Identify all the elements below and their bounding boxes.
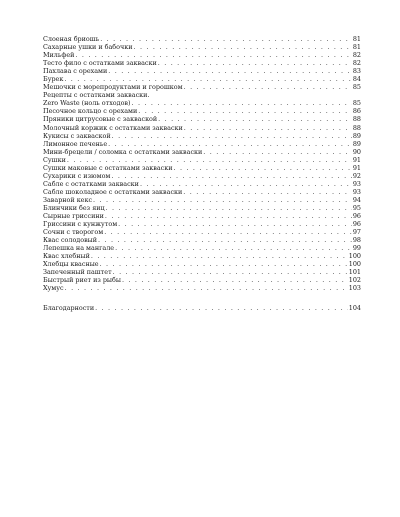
toc-entry-title: Заварной кекс <box>43 195 93 204</box>
toc-entry <box>43 67 361 75</box>
dot-leader <box>184 83 352 91</box>
toc-entry-title: Песочное кольцо с орехами <box>43 107 138 116</box>
toc-entry-page-number: 91 <box>352 155 361 164</box>
toc-entry-page-number: 81 <box>352 43 361 52</box>
dot-leader <box>122 276 348 284</box>
toc-entry <box>43 276 361 284</box>
toc-entry-title: Мешочки с морепродуктами и горошком <box>43 83 183 92</box>
dot-leader <box>183 188 352 196</box>
toc-entry-title: Гриссини с кунжутом <box>43 220 118 229</box>
toc-entry-page-number: 88 <box>352 123 361 132</box>
toc-entry <box>43 172 361 180</box>
toc-entry-title: Блинчики без яиц <box>43 203 105 212</box>
toc-entry-title: Запеченный паштет <box>43 268 112 277</box>
toc-entry-title: Молочный коржик с остатками закваски <box>43 123 183 132</box>
toc-entry-page-number: 83 <box>352 67 361 76</box>
toc-entry-page-number: 81 <box>352 35 361 43</box>
toc-entry <box>43 124 361 132</box>
toc-entry-page-number: 92 <box>352 171 361 180</box>
toc-entry-title: Сабле шоколадное с остатками закваски <box>43 187 183 196</box>
toc-entry-page-number: 84 <box>352 75 361 84</box>
toc-entry <box>43 132 361 140</box>
toc-entry-page-number: 91 <box>352 163 361 172</box>
table-of-contents <box>43 35 361 312</box>
toc-entry-title: Лимонное печенье <box>43 139 108 148</box>
toc-entry-page-number: 94 <box>352 195 361 204</box>
toc-entry-page-number: 101 <box>348 268 361 277</box>
dot-leader <box>106 204 352 212</box>
toc-entry-page-number: 89 <box>352 131 361 140</box>
toc-entry <box>43 252 361 260</box>
toc-entry <box>43 236 361 244</box>
toc-entry-page-number: 100 <box>348 252 361 261</box>
dot-leader <box>115 244 352 252</box>
toc-entry <box>43 220 361 228</box>
toc-entry <box>43 196 361 204</box>
toc-entry-title: Лепешка на мангале <box>43 244 115 253</box>
dot-leader <box>112 132 352 140</box>
toc-entry <box>43 260 361 268</box>
toc-entry-page-number: 98 <box>352 236 361 245</box>
dot-leader <box>184 124 352 132</box>
toc-entry-title: Хлебцы квасные <box>43 260 99 269</box>
toc-entry-title: Квас хлебный <box>43 252 90 261</box>
toc-entry <box>43 204 361 212</box>
toc-entry-title: Сахарные ушки и бабочки <box>43 43 133 52</box>
dot-leader <box>100 260 348 268</box>
toc-entry-page-number: 104 <box>348 303 361 312</box>
dot-leader <box>158 59 352 67</box>
dot-leader <box>105 212 352 220</box>
toc-entry <box>43 156 361 164</box>
toc-entry-title: Кукисы с закваской <box>43 131 111 140</box>
toc-entry-title: Пахлава с орехами <box>43 67 108 76</box>
toc-entry-title: Сушки маковые с остатками закваски <box>43 163 173 172</box>
toc-entry <box>43 244 361 252</box>
dot-leader <box>67 156 352 164</box>
toc-entry-title: Благодарности <box>43 303 95 312</box>
toc-entry <box>43 164 361 172</box>
dot-leader <box>133 43 351 51</box>
toc-entry-title: Сухарики с изюмом <box>43 171 111 180</box>
toc-entry-title: Сочни с творогом <box>43 228 104 237</box>
toc-entry-title: Бурек <box>43 75 64 84</box>
toc-entry <box>43 75 361 83</box>
toc-entry-title: Тесто фило с остатками закваски <box>43 59 157 68</box>
dot-leader <box>91 252 348 260</box>
toc-entry <box>43 284 361 292</box>
toc-entry-title: Хумус <box>43 284 64 293</box>
toc-entry-page-number: 85 <box>352 83 361 92</box>
toc-entry-page-number: 93 <box>352 187 361 196</box>
toc-entry <box>43 99 361 107</box>
dot-leader <box>65 284 348 292</box>
dot-leader <box>174 164 352 172</box>
toc-entry-page-number: 90 <box>352 147 361 156</box>
toc-entry-page-number: 96 <box>352 220 361 229</box>
toc-entry-title: Быстрый риет из рыбы <box>43 276 121 285</box>
dot-leader <box>140 180 352 188</box>
toc-entry-page-number: 99 <box>352 244 361 253</box>
dot-leader <box>100 35 352 43</box>
toc-entry-page-number: 97 <box>352 228 361 237</box>
toc-entry <box>43 268 361 276</box>
dot-leader <box>104 228 352 236</box>
dot-leader <box>132 99 352 107</box>
dot-leader <box>64 75 352 83</box>
dot-leader <box>118 220 352 228</box>
toc-entry-page-number: 85 <box>352 99 361 108</box>
toc-entry <box>43 83 361 91</box>
toc-entry <box>43 212 361 220</box>
toc-entry-page-number: 86 <box>352 107 361 116</box>
toc-entry <box>43 188 361 196</box>
dot-leader <box>111 172 351 180</box>
toc-entry-title: Сабле с остатками закваски <box>43 179 139 188</box>
toc-entry-page-number: 88 <box>352 115 361 124</box>
toc-entry <box>43 115 361 123</box>
dot-leader <box>98 236 352 244</box>
toc-entry-page-number: 102 <box>348 276 361 285</box>
toc-entry-page-number: 103 <box>348 284 361 293</box>
toc-entry-page-number: 96 <box>352 212 361 221</box>
dot-leader <box>158 115 352 123</box>
toc-entry <box>43 148 361 156</box>
toc-entry <box>43 228 361 236</box>
toc-entry <box>43 180 361 188</box>
toc-entry-title: Сушки <box>43 155 66 164</box>
toc-entry-page-number: 82 <box>352 51 361 60</box>
section-gap <box>43 293 361 304</box>
toc-entry-title: Мини-брецели / соломка с остатками закваски <box>43 147 203 156</box>
dot-leader <box>93 196 352 204</box>
toc-entry-title: Слоеная бриошь <box>43 35 100 43</box>
toc-entry <box>43 59 361 67</box>
toc-entry <box>43 43 361 51</box>
dot-leader <box>108 140 352 148</box>
toc-entry <box>43 51 361 59</box>
dot-leader <box>75 51 351 59</box>
dot-leader <box>203 148 352 156</box>
toc-entry-page-number: 100 <box>348 260 361 269</box>
toc-entry-title: Мильфей <box>43 51 75 60</box>
toc-entry-title: Zero Waste (ноль отходов) <box>43 99 131 108</box>
toc-entry <box>43 304 361 312</box>
toc-entry <box>43 107 361 115</box>
toc-entry <box>43 35 361 43</box>
toc-entry-title: Сырные гриссини <box>43 212 104 221</box>
dot-leader <box>113 268 348 276</box>
dot-leader <box>95 304 348 312</box>
toc-entry-page-number: 89 <box>352 139 361 148</box>
toc-entry-page-number: 93 <box>352 179 361 188</box>
toc-entry-page-number: 95 <box>352 203 361 212</box>
toc-entry-title: Пряники цитрусовые с закваской <box>43 115 158 124</box>
toc-entry-page-number: 82 <box>352 59 361 68</box>
dot-leader <box>108 67 352 75</box>
toc-entry-title: Квас солодовый <box>43 236 98 245</box>
dot-leader <box>138 107 352 115</box>
toc-entry <box>43 140 361 148</box>
toc-section-heading: Рецепты с остатками закваски. <box>43 91 150 100</box>
